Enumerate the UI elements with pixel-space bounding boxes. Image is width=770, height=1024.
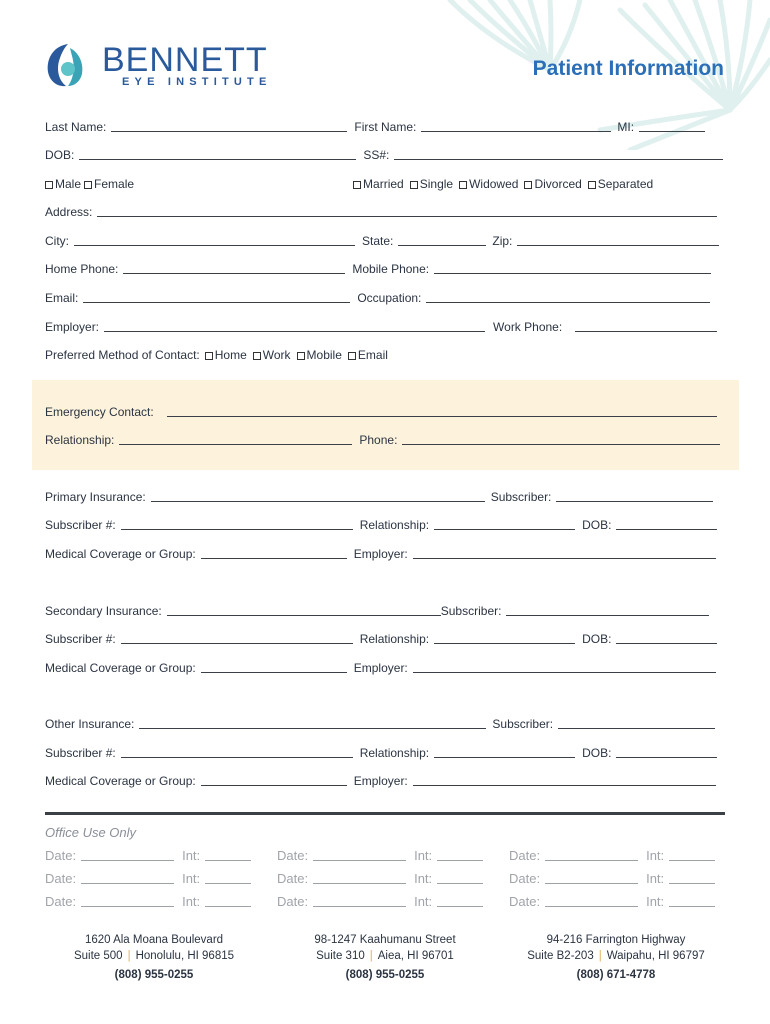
address-street: 94-216 Farrington Highway — [546, 934, 686, 946]
office-date-label: Date: — [277, 871, 309, 886]
address-suite: Suite B2-203 — [527, 950, 594, 962]
single-checkbox[interactable]: Single — [410, 177, 453, 191]
state-label: State: — [362, 234, 394, 248]
occupation-label: Occupation: — [357, 291, 422, 305]
office-date-label: Date: — [509, 871, 541, 886]
address-label: Address: — [45, 205, 93, 219]
mobile-phone-field[interactable] — [434, 262, 711, 274]
email-label: Email: — [45, 291, 79, 305]
secondary-relationship-label: Relationship: — [359, 632, 430, 646]
other-subscriber-no-field[interactable] — [121, 746, 353, 758]
row-preferred-contact — [45, 346, 725, 362]
office-int-label: Int: — [646, 871, 665, 886]
office-row — [45, 870, 251, 886]
married-checkbox[interactable]: Married — [353, 177, 404, 191]
office-int-field[interactable] — [437, 849, 483, 861]
brand-subtitle: EYE INSTITUTE — [122, 76, 272, 88]
address-phone[interactable]: (808) 955-0255 — [345, 969, 425, 981]
brand-name: BENNETT — [102, 41, 268, 79]
address-suite: Suite 500 — [73, 950, 123, 962]
emergency-phone-label: Phone: — [359, 433, 398, 447]
office-date-label: Date: — [277, 848, 309, 863]
eye-logo-icon — [44, 42, 92, 88]
secondary-relationship-field[interactable] — [434, 632, 575, 644]
primary-employer-field[interactable] — [413, 547, 716, 559]
office-int-label: Int: — [182, 871, 201, 886]
address-phone[interactable]: (808) 671-4778 — [576, 969, 656, 981]
row-secondary-subscriber — [45, 630, 725, 646]
address-city: Aiea, HI 96701 — [377, 950, 454, 962]
pref-email-checkbox[interactable]: Email — [348, 348, 388, 362]
emergency-relationship-label: Relationship: — [45, 433, 115, 447]
office-row — [45, 893, 251, 909]
row-employer — [45, 318, 725, 334]
office-date-field[interactable] — [81, 849, 174, 861]
ss-field[interactable] — [394, 148, 723, 160]
other-subscriber-field[interactable] — [558, 717, 715, 729]
office-int-field[interactable] — [669, 849, 715, 861]
office-date-label: Date: — [509, 894, 541, 909]
last-name-label: Last Name: — [45, 120, 107, 134]
office-int-field[interactable] — [437, 872, 483, 884]
office-int-field[interactable] — [669, 872, 715, 884]
other-relationship-field[interactable] — [434, 746, 575, 758]
emergency-contact-section — [32, 380, 739, 470]
row-dob — [45, 146, 725, 162]
primary-employer-label: Employer: — [353, 547, 408, 561]
row-secondary-coverage — [45, 659, 725, 675]
emergency-relationship-field[interactable] — [119, 433, 352, 445]
location-honolulu: 1620 Ala Moana Boulevard Suite 500 | Honolulu, HI 96815 (808) 955-0255 — [54, 932, 254, 983]
secondary-coverage-label: Medical Coverage or Group: — [45, 661, 196, 675]
male-checkbox[interactable]: Male — [45, 177, 81, 191]
other-employer-label: Employer: — [353, 774, 408, 788]
office-int-field[interactable] — [437, 895, 483, 907]
office-date-field[interactable] — [545, 849, 638, 861]
primary-subscriber-no-field[interactable] — [121, 518, 353, 530]
other-dob-label: DOB: — [582, 746, 612, 760]
office-int-field[interactable] — [205, 872, 251, 884]
office-date-field[interactable] — [81, 895, 174, 907]
office-int-field[interactable] — [205, 849, 251, 861]
home-phone-field[interactable] — [123, 262, 345, 274]
office-date-label: Date: — [509, 848, 541, 863]
office-use-title: Office Use Only — [45, 825, 137, 840]
section-divider — [45, 812, 725, 815]
work-phone-field[interactable] — [575, 320, 717, 332]
secondary-dob-label: DOB: — [582, 632, 612, 646]
row-phones — [45, 260, 725, 276]
row-primary-subscriber — [45, 516, 725, 532]
primary-relationship-field[interactable] — [434, 518, 575, 530]
mi-label: MI: — [617, 120, 635, 134]
row-address — [45, 203, 725, 219]
office-int-field[interactable] — [669, 895, 715, 907]
office-row — [277, 847, 483, 863]
address-city: Honolulu, HI 96815 — [135, 950, 235, 962]
office-row — [45, 847, 251, 863]
secondary-insurance-field[interactable] — [167, 604, 441, 616]
page-title: Patient Information — [532, 57, 724, 80]
row-gender-marital — [45, 175, 725, 191]
other-coverage-field[interactable] — [201, 774, 347, 786]
primary-insurance-label: Primary Insurance: — [45, 490, 146, 504]
state-field[interactable] — [398, 234, 486, 246]
primary-dob-label: DOB: — [582, 518, 612, 532]
dob-label: DOB: — [45, 148, 75, 162]
office-date-label: Date: — [277, 894, 309, 909]
office-row — [277, 893, 483, 909]
address-field[interactable] — [97, 205, 717, 217]
office-int-label: Int: — [646, 894, 665, 909]
work-phone-label: Work Phone: — [493, 320, 563, 334]
widowed-checkbox[interactable]: Widowed — [459, 177, 518, 191]
primary-dob-field[interactable] — [616, 518, 717, 530]
office-row — [509, 847, 715, 863]
office-date-field[interactable] — [545, 895, 638, 907]
address-suite: Suite 310 — [316, 950, 365, 962]
emergency-contact-field[interactable] — [167, 405, 717, 417]
row-secondary-insurance — [45, 602, 725, 618]
row-other-coverage — [45, 772, 725, 788]
office-date-label: Date: — [45, 894, 77, 909]
office-date-field[interactable] — [81, 872, 174, 884]
row-email — [45, 289, 725, 305]
female-checkbox[interactable]: Female — [84, 177, 134, 191]
office-date-field[interactable] — [545, 872, 638, 884]
secondary-coverage-field[interactable] — [201, 661, 347, 673]
office-date-field[interactable] — [313, 895, 406, 907]
city-label: City: — [45, 234, 69, 248]
row-emergency — [45, 403, 725, 419]
dob-field[interactable] — [79, 148, 356, 160]
divorced-checkbox[interactable]: Divorced — [524, 177, 581, 191]
office-date-field[interactable] — [313, 849, 406, 861]
office-int-label: Int: — [414, 848, 433, 863]
pref-home-checkbox[interactable]: Home — [205, 348, 247, 362]
address-city: Waipahu, HI 96797 — [606, 950, 705, 962]
pref-work-checkbox[interactable]: Work — [253, 348, 291, 362]
home-phone-label: Home Phone: — [45, 262, 119, 276]
mobile-phone-label: Mobile Phone: — [352, 262, 430, 276]
secondary-employer-field[interactable] — [413, 661, 716, 673]
office-date-field[interactable] — [313, 872, 406, 884]
secondary-subscriber-label: Subscriber: — [440, 604, 502, 618]
location-aiea: 98-1247 Kaahumanu Street Suite 310 | Aiea, HI 96701 (808) 955-0255 — [285, 932, 485, 983]
ss-label: SS#: — [363, 148, 390, 162]
other-subscriber-label: Subscriber: — [492, 717, 554, 731]
zip-field[interactable] — [517, 234, 719, 246]
employer-label: Employer: — [45, 320, 100, 334]
office-int-label: Int: — [414, 871, 433, 886]
office-row — [277, 870, 483, 886]
other-dob-field[interactable] — [616, 746, 717, 758]
office-row — [509, 893, 715, 909]
primary-subscriber-label: Subscriber: — [490, 490, 552, 504]
office-int-label: Int: — [182, 894, 201, 909]
office-date-label: Date: — [45, 871, 77, 886]
row-other-subscriber — [45, 744, 725, 760]
first-name-field[interactable] — [421, 120, 611, 132]
row-primary-coverage — [45, 545, 725, 561]
secondary-employer-label: Employer: — [353, 661, 408, 675]
office-int-label: Int: — [414, 894, 433, 909]
row-primary-insurance — [45, 488, 725, 504]
other-subscriber-no-label: Subscriber #: — [45, 746, 116, 760]
pref-mobile-checkbox[interactable]: Mobile — [297, 348, 342, 362]
secondary-subscriber-no-label: Subscriber #: — [45, 632, 116, 646]
secondary-dob-field[interactable] — [616, 632, 717, 644]
separated-checkbox[interactable]: Separated — [588, 177, 653, 191]
employer-field[interactable] — [104, 320, 485, 332]
city-field[interactable] — [74, 234, 355, 246]
office-int-label: Int: — [182, 848, 201, 863]
primary-relationship-label: Relationship: — [359, 518, 430, 532]
other-relationship-label: Relationship: — [359, 746, 430, 760]
zip-label: Zip: — [492, 234, 513, 248]
address-street: 1620 Ala Moana Boulevard — [84, 934, 224, 946]
primary-subscriber-no-label: Subscriber #: — [45, 518, 116, 532]
secondary-subscriber-no-field[interactable] — [121, 632, 353, 644]
emergency-contact-label: Emergency Contact: — [45, 405, 154, 419]
other-insurance-field[interactable] — [139, 717, 486, 729]
secondary-insurance-label: Secondary Insurance: — [45, 604, 162, 618]
address-phone[interactable]: (808) 955-0255 — [114, 969, 194, 981]
address-street: 98-1247 Kaahumanu Street — [314, 934, 456, 946]
secondary-subscriber-field[interactable] — [506, 604, 709, 616]
row-city — [45, 232, 725, 248]
other-coverage-label: Medical Coverage or Group: — [45, 774, 196, 788]
row-other-insurance — [45, 715, 725, 731]
bennett-logo — [44, 42, 304, 92]
emergency-phone-field[interactable] — [402, 433, 720, 445]
row-name — [45, 118, 725, 134]
first-name-label: First Name: — [354, 120, 417, 134]
email-field[interactable] — [83, 291, 350, 303]
primary-coverage-field[interactable] — [201, 547, 347, 559]
other-employer-field[interactable] — [413, 774, 716, 786]
office-row — [509, 870, 715, 886]
office-date-label: Date: — [45, 848, 77, 863]
office-int-label: Int: — [646, 848, 665, 863]
other-insurance-label: Other Insurance: — [45, 717, 135, 731]
occupation-field[interactable] — [426, 291, 710, 303]
office-int-field[interactable] — [205, 895, 251, 907]
row-emergency-relationship — [45, 431, 725, 447]
primary-subscriber-field[interactable] — [556, 490, 713, 502]
last-name-field[interactable] — [111, 120, 347, 132]
location-waipahu: 94-216 Farrington Highway Suite B2-203 | Waipahu, HI 96797 (808) 671-4778 — [516, 932, 716, 983]
primary-coverage-label: Medical Coverage or Group: — [45, 547, 196, 561]
mi-field[interactable] — [639, 120, 705, 132]
preferred-contact-label: Preferred Method of Contact: — [45, 348, 200, 362]
primary-insurance-field[interactable] — [151, 490, 485, 502]
